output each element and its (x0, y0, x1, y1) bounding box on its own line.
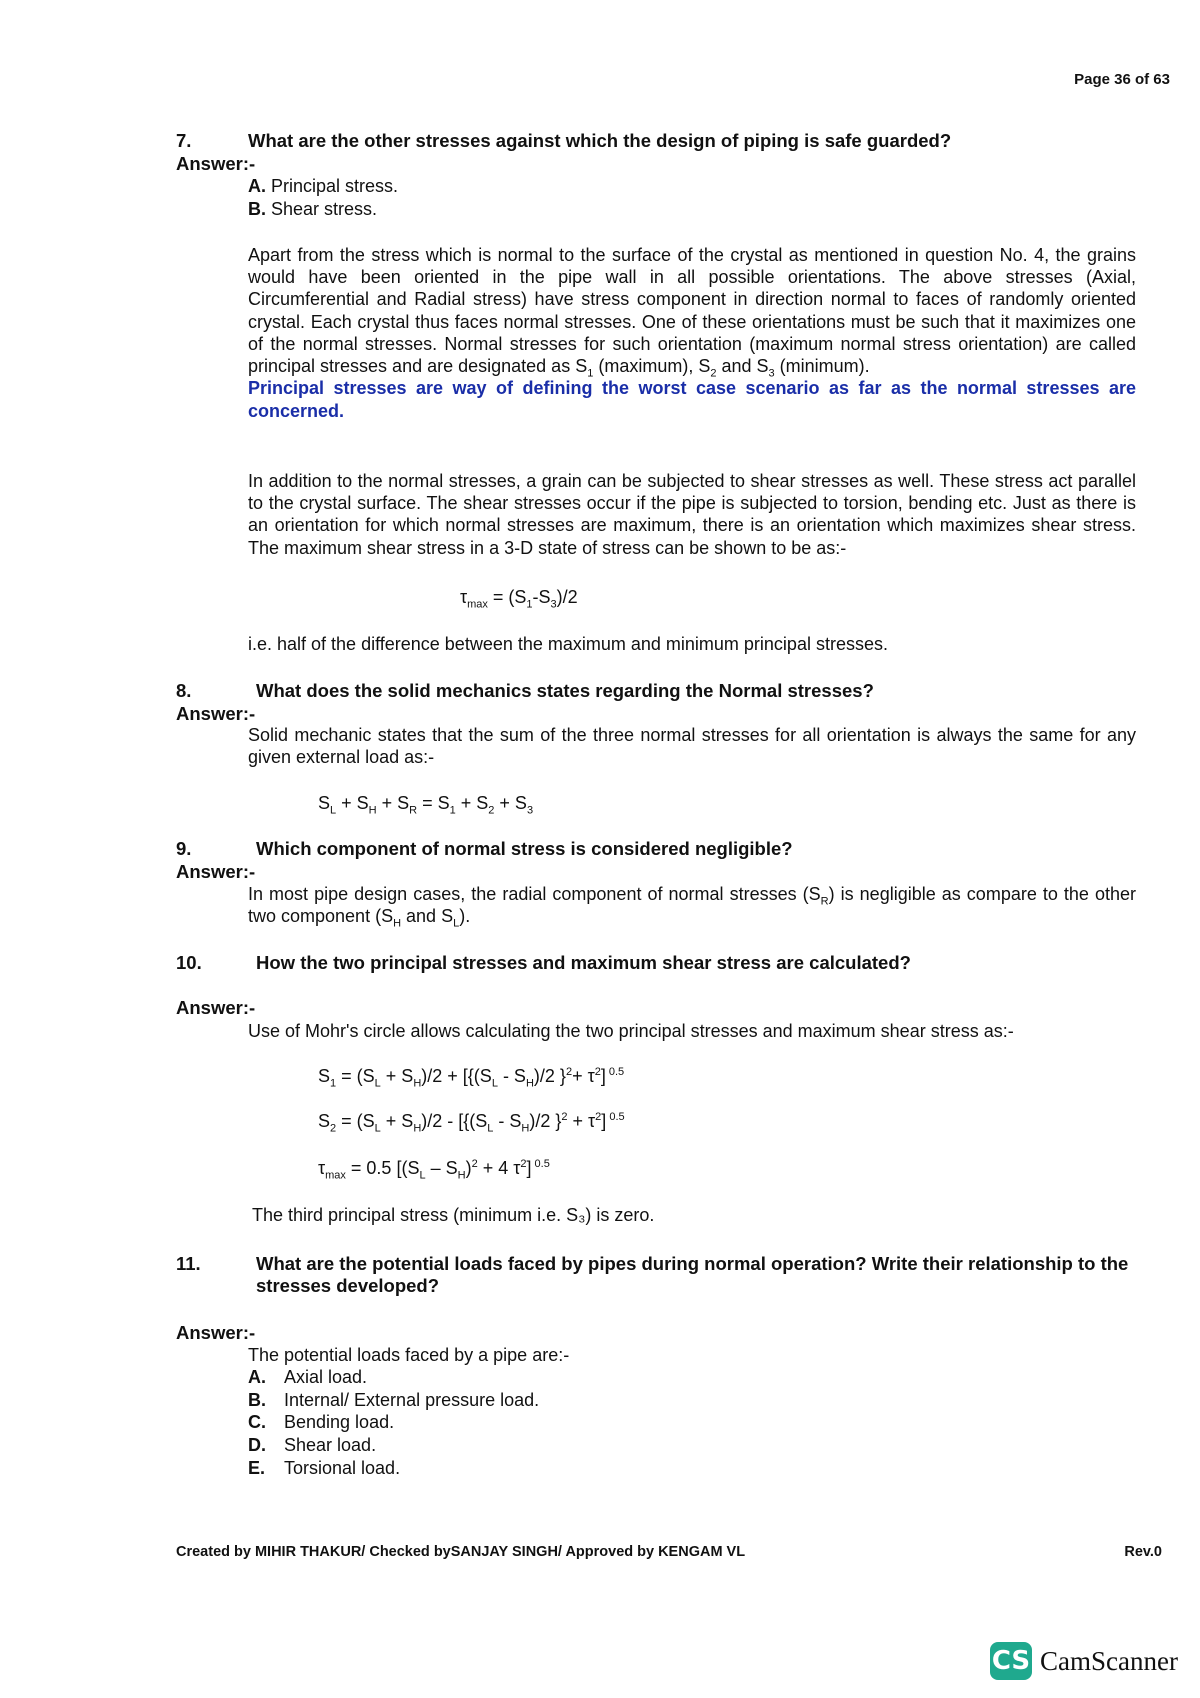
q10-formula-s2: $S_2 = (S_L + S_H)/2 - [\{(S_L - S_H)/2$ }$^2 + \tau^2$] $^{0.5}$ (318, 1111, 625, 1135)
camscanner-logo-icon: CS (990, 1642, 1032, 1680)
question-7-text: What are the other stresses against which the design of piping is safe guarded? (248, 130, 952, 151)
q8-formula: $S_L + S_H + S_R = S_1 + S_2 + S_3$ (318, 793, 534, 817)
answer-9-label: Answer:- (176, 861, 256, 882)
question-11-text: What are the potential loads faced by pipes during normal operation? Write their relationship to the stresses developed? (256, 1253, 1129, 1296)
answer-8-label: Answer:- (176, 703, 256, 724)
q11-intro: The potential loads faced by a pipe are:- (248, 1345, 570, 1365)
footer-revision: Rev.0 (1124, 1544, 1162, 1560)
q10-third-stress: The third principal stress (minimum i.e. S₃) is zero. (252, 1205, 655, 1225)
q7-highlight: Principal stresses are way of defining the worst case scenario as far as the normal stresses are concerned. (248, 378, 1136, 421)
question-9-text: Which component of normal stress is considered negligible? (256, 838, 793, 859)
answer-7-label: Answer:- (176, 153, 256, 174)
answer-11-label: Answer:- (176, 1322, 256, 1343)
q9-paragraph: In most pipe design cases, the radial component of normal stresses $(S_R)$ is negligible as compare to the other two component ($S_H$ and $S_L$). (248, 884, 1137, 930)
q11-item-a: A. Axial load. (248, 1367, 368, 1387)
q7-item-b (248, 198, 377, 220)
question-10-text: How the two principal stresses and maximum shear stress are calculated? (256, 952, 911, 973)
question-11-number: 11. (176, 1253, 201, 1274)
q7-paragraph-half: i.e. half of the difference between the maximum and minimum principal stresses. (248, 634, 888, 654)
q11-item-e: E. Torsional load. (248, 1458, 401, 1478)
q7-item-b-text: Shear stress. (271, 199, 378, 219)
q11-item-c: C. Bending load. (248, 1412, 395, 1432)
q10-formula-tau: $\tau_{max} = 0.5$ [$(S_L - S_H)^2 + 4$ $\tau^2$] $^{0.5}$ (318, 1158, 550, 1182)
q11-item-b: B. Internal/ External pressure load. (248, 1390, 540, 1410)
q7-item-a-text: Principal stress. (271, 176, 399, 196)
answer-10-label: Answer:- (176, 997, 256, 1018)
question-8-number: 8. (176, 680, 192, 701)
camscanner-watermark: CamScanner (1040, 1646, 1178, 1676)
q11-item-d: D. Shear load. (248, 1435, 377, 1455)
footer-credits: Created by MIHIR THAKUR/ Checked bySANJAY SINGH/ Approved by KENGAM VL (176, 1544, 746, 1560)
q7-shear-formula: $\tau_{max} = (S_1-S_3)/2$ (460, 587, 578, 611)
question-8-text: What does the solid mechanics states regarding the Normal stresses? (256, 680, 874, 701)
q7-paragraph-shear: In addition to the normal stresses, a grain can be subjected to shear stresses as well. These stress act parallel to the crystal surface. The shear stresses occur if the pipe is subjected to torsion, bending etc. Just as there is an orientation for which normal stresses are maximum, there is an orientation which maximizes shear stress. The maximum shear stress in a 3-D state of stress can be shown to be as:- (248, 471, 1136, 558)
q7-item-a-label: A. (248, 176, 266, 196)
q8-paragraph: Solid mechanic states that the sum of the three normal stresses for all orientation is always the same for any given external load as:- (248, 725, 1136, 768)
q7-paragraph-principal: Apart from the stress which is normal to the surface of the crystal as mentioned in question No. 4, the grains would have been oriented in the pipe wall in all possible orientations. The above stresses (Axial, Circumferential and Radial stress) have stress component in direction normal to faces of randomly oriented crystal. Each crystal thus faces normal stresses. One of these orientations must be such that it maximizes one of the normal stresses. Normal stresses for such orientation (maximum normal stress orientation) are called principal stresses and are designated as $S_1$ (maximum), $S_2$ and $S_3$ (minimum). Principal stresses are way of defining the worst case scenario as far as the normal stresses are concerned. (248, 245, 1136, 421)
question-9-number: 9. (176, 838, 192, 859)
question-10-number: 10. (176, 952, 202, 973)
q7-item-a (248, 175, 398, 197)
page-number: Page 36 of 63 (1074, 71, 1170, 88)
q10-paragraph: Use of Mohr's circle allows calculating the two principal stresses and maximum shear stress as:- (248, 1021, 1014, 1041)
question-7-number: 7. (176, 130, 192, 151)
q7-item-b-label: B. (248, 199, 266, 219)
q10-formula-s1: $S_1 = (S_L + S_H)/2 + [\{(S_L - S_H)/2$ }$^2+ \tau^2$] $^{0.5}$ (318, 1066, 625, 1090)
